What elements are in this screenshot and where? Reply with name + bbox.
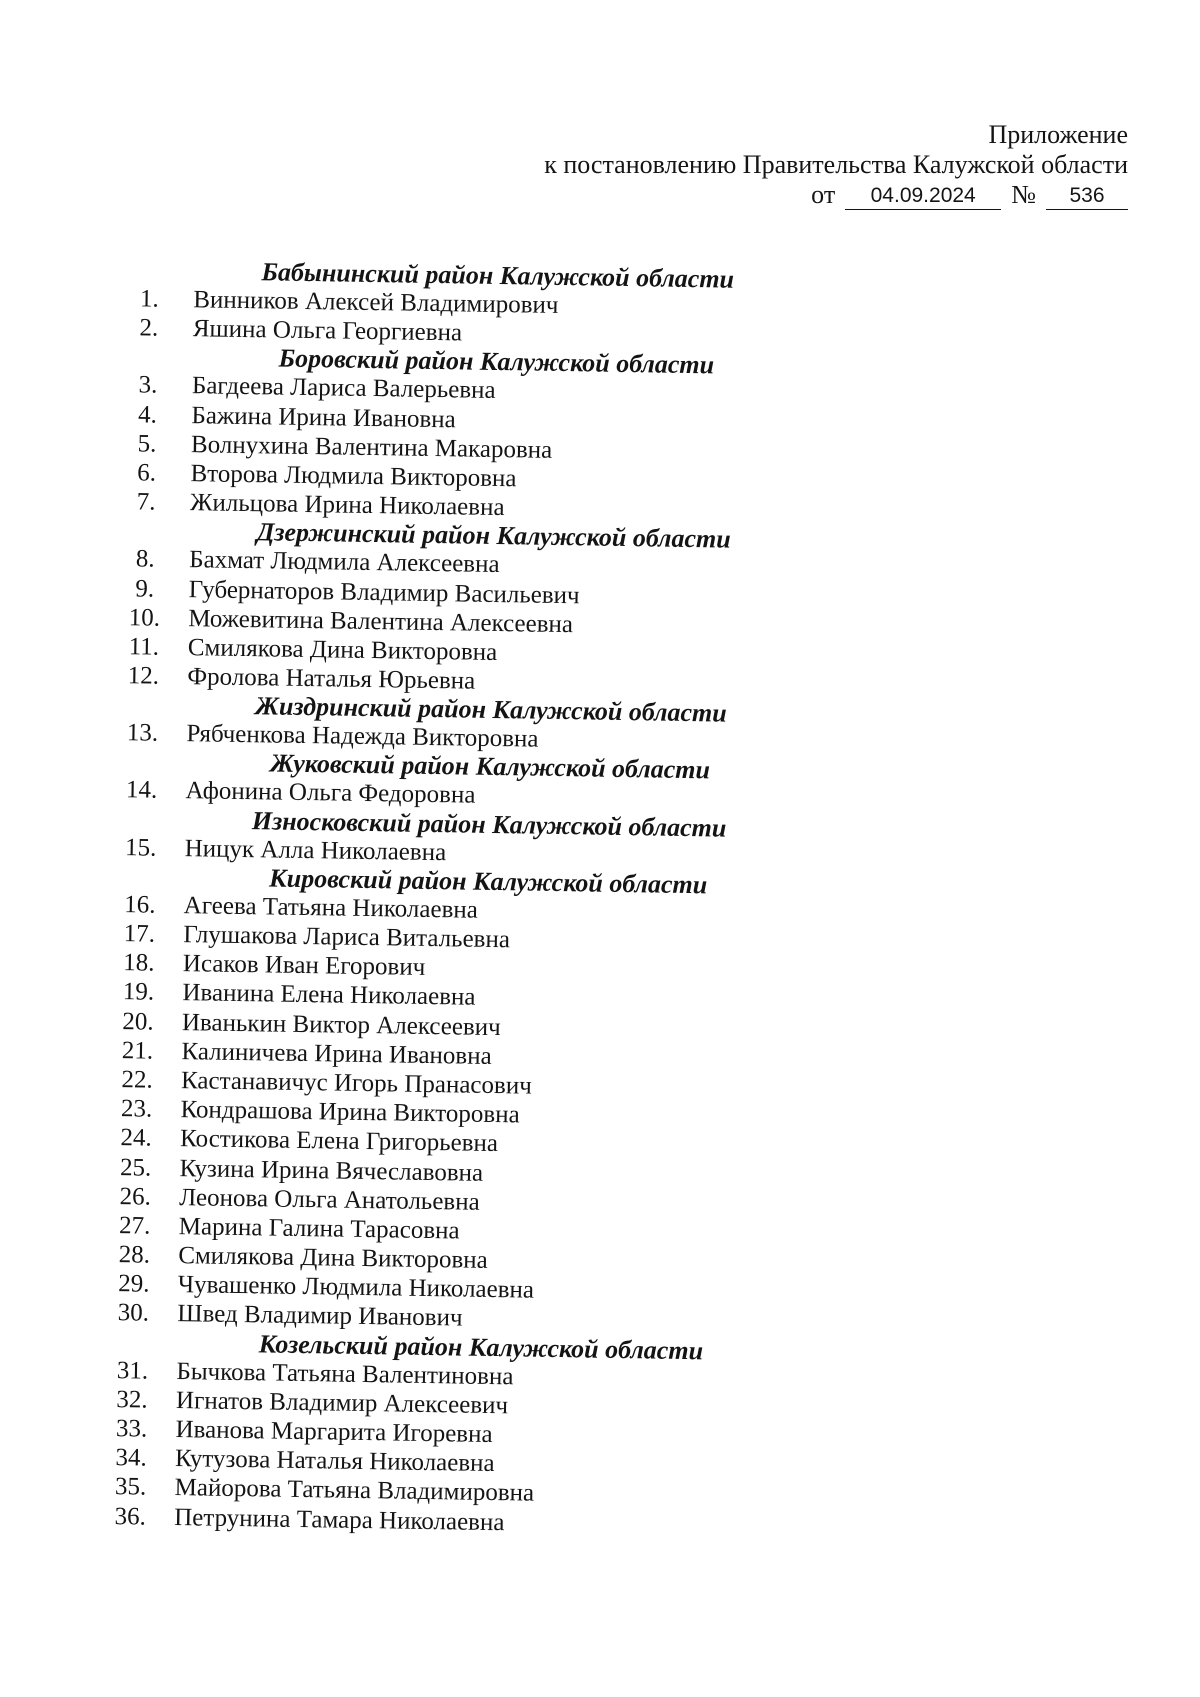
person-name: Яшина Ольга Георгиевна: [192, 315, 463, 347]
item-number: 32.: [116, 1385, 148, 1414]
person-name: Петрунина Тамара Николаевна: [173, 1503, 505, 1536]
person-name: Фролова Наталья Юрьевна: [187, 663, 476, 695]
person-name: Кузина Ирина Вячеславовна: [179, 1154, 484, 1187]
person-name: Агеева Татьяна Николаевна: [183, 891, 479, 924]
item-number: 8.: [135, 545, 155, 573]
district-heading: Бабынинский район Калужской области: [261, 257, 735, 294]
item-number: 19.: [122, 978, 155, 1007]
item-number: 1.: [139, 285, 159, 313]
person-name: Марина Галина Тарасовна: [178, 1212, 460, 1245]
item-number: 7.: [136, 488, 156, 516]
item-number: 29.: [118, 1270, 150, 1298]
person-name: Леонова Ольга Анатольевна: [179, 1183, 480, 1216]
item-number: 31.: [116, 1356, 149, 1385]
person-name: Швед Владимир Иванович: [177, 1300, 463, 1332]
resolution-date-number: [544, 180, 1128, 210]
item-number: 30.: [117, 1299, 150, 1328]
item-number: 16.: [123, 890, 156, 919]
person-name: Бажина Ирина Ивановна: [191, 401, 456, 433]
district-heading: Дзержинский район Калужской области: [256, 517, 731, 554]
person-name: Рябченкова Надежда Викторовна: [186, 720, 539, 753]
person-name: Костикова Елена Григорьевна: [179, 1125, 499, 1158]
item-number: 14.: [125, 776, 158, 805]
appendix-title: Приложение: [988, 120, 1128, 149]
item-number: 36.: [114, 1502, 147, 1531]
item-number: 10.: [128, 603, 161, 632]
person-name: Винников Алексей Владимирович: [193, 286, 559, 319]
item-number: 25.: [119, 1153, 152, 1182]
date-prefix: от: [811, 180, 836, 209]
person-name: Игнатов Владимир Алексеевич: [175, 1386, 509, 1420]
item-number: 20.: [122, 1007, 154, 1036]
district-heading: Жуковский район Калужской области: [269, 748, 711, 785]
person-name: Второва Людмила Викторовна: [190, 460, 517, 493]
item-number: 9.: [135, 574, 155, 603]
person-name: Иванина Елена Николаевна: [182, 979, 476, 1012]
item-number: 13.: [126, 719, 159, 747]
person-name: Кондрашова Ирина Викторовна: [180, 1096, 520, 1129]
person-name: Кутузова Наталья Николаевна: [174, 1445, 495, 1478]
person-name: Иванькин Виктор Алексеевич: [181, 1008, 501, 1041]
person-name: Чувашенко Людмила Николаевна: [177, 1271, 535, 1304]
person-name: Губернаторов Владимир Васильевич: [188, 575, 580, 609]
item-number: 4.: [137, 400, 158, 429]
district-heading: Боровский район Калужской области: [278, 343, 715, 380]
district-list: [98, 256, 998, 1544]
item-number: 34.: [115, 1444, 147, 1472]
resolution-date: 04.09.2024: [845, 183, 1001, 210]
resolution-number: 536: [1046, 183, 1128, 210]
item-number: 3.: [138, 371, 158, 400]
item-number: 5.: [137, 430, 157, 458]
item-number: 33.: [115, 1415, 148, 1443]
person-name: Багдеева Лариса Валерьевна: [191, 372, 496, 405]
item-number: 2.: [139, 314, 159, 342]
item-number: 15.: [124, 833, 157, 862]
person-name: Смилякова Дина Викторовна: [187, 634, 498, 666]
district-heading: Козельский район Калужской области: [258, 1328, 704, 1365]
item-number: 17.: [123, 920, 156, 948]
person-name: Иванова Маргарита Игоревна: [175, 1416, 493, 1449]
item-number: 6.: [137, 459, 157, 487]
item-number: 18.: [123, 949, 155, 977]
person-name: Кастанавичус Игорь Пранасович: [180, 1067, 532, 1100]
person-name: Бахмат Людмила Алексеевна: [189, 546, 500, 579]
person-name: Жильцова Ирина Николаевна: [189, 489, 505, 522]
person-name: Волнухина Валентина Макаровна: [190, 430, 553, 464]
district-heading: Кировский район Калужской области: [268, 863, 708, 900]
person-name: Майорова Татьяна Владимировна: [174, 1474, 535, 1508]
person-name: Калиничева Ирина Ивановна: [181, 1037, 492, 1070]
number-sign: №: [1011, 180, 1036, 209]
person-name: Исаков Иван Егорович: [182, 950, 426, 982]
person-name: Смилякова Дина Викторовна: [178, 1242, 488, 1274]
item-number: 27.: [118, 1212, 151, 1240]
person-name: Бычкова Татьяна Валентиновна: [176, 1357, 514, 1390]
item-number: 21.: [121, 1036, 154, 1065]
item-number: 26.: [119, 1182, 152, 1211]
item-number: 12.: [127, 662, 160, 690]
person-name: Ницук Алла Николаевна: [184, 834, 447, 866]
item-number: 23.: [120, 1095, 153, 1123]
appendix-header: [544, 120, 1128, 210]
appendix-reference: к постановлению Правительства Калужской области: [544, 150, 1128, 179]
item-number: 24.: [120, 1124, 152, 1152]
person-name: Афонина Ольга Федоровна: [185, 777, 476, 810]
item-number: 28.: [118, 1241, 151, 1269]
person-name: Глушакова Лариса Витальевна: [183, 921, 511, 954]
item-number: 35.: [114, 1473, 147, 1501]
district-heading: Износковский район Калужской области: [251, 805, 727, 843]
item-number: 22.: [121, 1066, 153, 1094]
district-heading: Жиздринский район Калужской области: [254, 691, 727, 728]
person-name: Можевитина Валентина Алексеевна: [188, 604, 574, 638]
item-number: 11.: [128, 633, 160, 661]
